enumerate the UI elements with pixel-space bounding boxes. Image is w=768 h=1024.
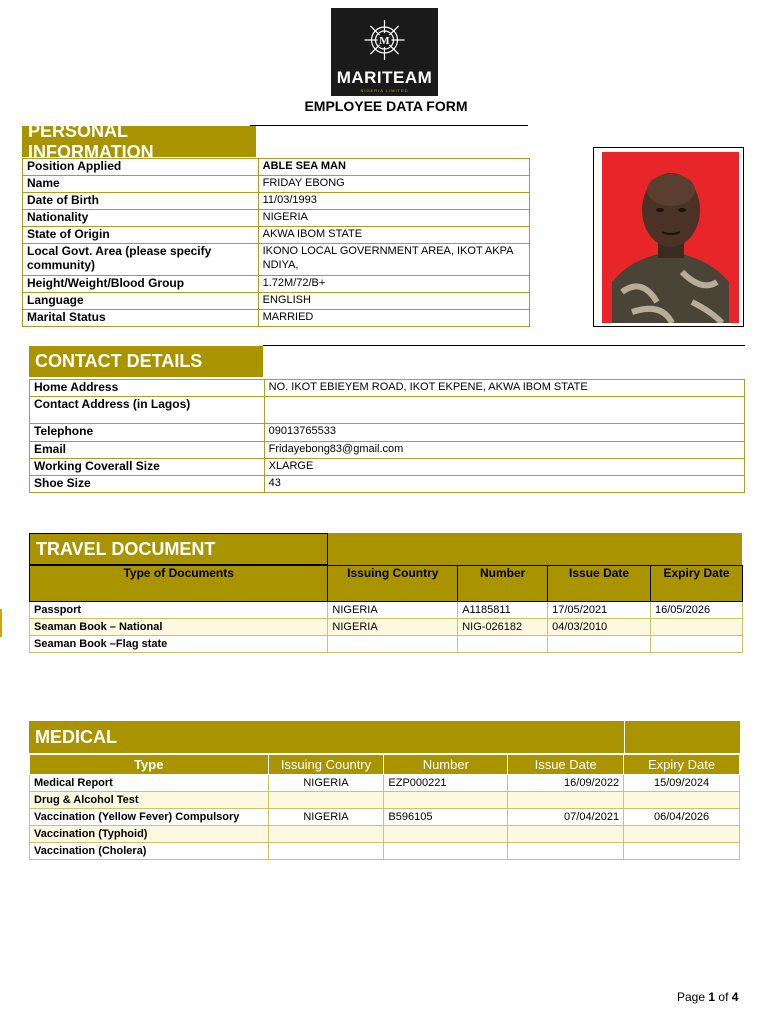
column-header: Number bbox=[458, 566, 548, 602]
table-cell bbox=[384, 792, 508, 809]
field-value: MARRIED bbox=[258, 310, 529, 327]
table-cell: EZP000221 bbox=[384, 775, 508, 792]
field-value: 1.72M/72/B+ bbox=[258, 276, 529, 293]
svg-text:M: M bbox=[379, 35, 390, 47]
table-cell bbox=[384, 826, 508, 843]
table-cell bbox=[651, 619, 743, 636]
table-cell: NIG-026182 bbox=[458, 619, 548, 636]
employee-photo bbox=[602, 152, 739, 323]
logo-brand-text: MARITEAM bbox=[336, 68, 433, 87]
field-label: Local Govt. Area (please specify community) bbox=[23, 244, 259, 276]
table-cell: 07/04/2021 bbox=[508, 809, 624, 826]
table-cell: Drug & Alcohol Test bbox=[30, 792, 269, 809]
table-row bbox=[30, 775, 740, 792]
table-row bbox=[30, 792, 740, 809]
table-cell: Vaccination (Cholera) bbox=[30, 843, 269, 860]
margin-marker bbox=[0, 609, 2, 637]
field-value: IKONO LOCAL GOVERNMENT AREA, IKOT AKPA NDIYA, bbox=[258, 244, 529, 276]
table-row bbox=[30, 459, 745, 476]
of-word: of bbox=[718, 990, 729, 1004]
table-cell bbox=[624, 843, 740, 860]
field-label: Position Applied bbox=[23, 159, 259, 176]
table-row bbox=[30, 602, 743, 619]
table-cell bbox=[624, 826, 740, 843]
medical-table bbox=[29, 754, 740, 860]
page-current: 1 bbox=[708, 990, 716, 1004]
table-row bbox=[23, 244, 530, 276]
table-cell bbox=[508, 792, 624, 809]
table-row bbox=[23, 227, 530, 244]
field-label: Name bbox=[23, 176, 259, 193]
field-value: 43 bbox=[264, 476, 744, 493]
field-value: NIGERIA bbox=[258, 210, 529, 227]
table-row bbox=[30, 476, 745, 493]
table-cell: 16/09/2022 bbox=[508, 775, 624, 792]
column-header: Issue Date bbox=[548, 566, 651, 602]
table-header-row bbox=[30, 566, 743, 602]
table-cell bbox=[508, 843, 624, 860]
table-cell: NIGERIA bbox=[328, 619, 458, 636]
column-header: Type of Documents bbox=[30, 566, 328, 602]
column-header: Expiry Date bbox=[624, 755, 740, 775]
page-word: Page bbox=[677, 990, 706, 1004]
field-label: Home Address bbox=[30, 380, 265, 397]
table-row bbox=[23, 310, 530, 327]
table-cell: Vaccination (Yellow Fever) Compulsory bbox=[30, 809, 269, 826]
medical-section-title: MEDICAL bbox=[29, 721, 624, 753]
medical-header-fill bbox=[625, 721, 740, 753]
table-row bbox=[30, 442, 745, 459]
field-label: Marital Status bbox=[23, 310, 259, 327]
table-cell: Seaman Book – National bbox=[30, 619, 328, 636]
logo-sub-text: NIGERIA LIMITED bbox=[360, 88, 409, 93]
ship-wheel-anchor-icon bbox=[331, 8, 438, 68]
field-value: FRIDAY EBONG bbox=[258, 176, 529, 193]
form-title: EMPLOYEE DATA FORM bbox=[304, 98, 468, 114]
field-label: Email bbox=[30, 442, 265, 459]
column-header: Issuing Country bbox=[268, 755, 384, 775]
field-value: 09013765533 bbox=[264, 424, 744, 442]
column-header: Issue Date bbox=[508, 755, 624, 775]
table-row bbox=[30, 809, 740, 826]
table-cell: B596105 bbox=[384, 809, 508, 826]
table-row bbox=[23, 159, 530, 176]
table-cell bbox=[508, 826, 624, 843]
table-cell: A1185811 bbox=[458, 602, 548, 619]
field-label: Date of Birth bbox=[23, 193, 259, 210]
table-row bbox=[30, 424, 745, 442]
table-cell: Seaman Book –Flag state bbox=[30, 636, 328, 653]
table-cell bbox=[458, 636, 548, 653]
field-label: Language bbox=[23, 293, 259, 310]
table-row bbox=[30, 380, 745, 397]
field-label: State of Origin bbox=[23, 227, 259, 244]
table-row bbox=[23, 293, 530, 310]
table-cell: 17/05/2021 bbox=[548, 602, 651, 619]
table-row bbox=[30, 636, 743, 653]
table-cell bbox=[624, 792, 740, 809]
table-cell: 16/05/2026 bbox=[651, 602, 743, 619]
divider bbox=[250, 125, 528, 126]
table-cell: 15/09/2024 bbox=[624, 775, 740, 792]
table-cell: Vaccination (Typhoid) bbox=[30, 826, 269, 843]
contact-section-title: CONTACT DETAILS bbox=[29, 346, 263, 377]
field-label: Height/Weight/Blood Group bbox=[23, 276, 259, 293]
field-value bbox=[264, 397, 744, 424]
column-header: Number bbox=[384, 755, 508, 775]
table-cell: 04/03/2010 bbox=[548, 619, 651, 636]
contact-details-table bbox=[29, 379, 745, 493]
field-label: Nationality bbox=[23, 210, 259, 227]
table-cell bbox=[651, 636, 743, 653]
table-cell: NIGERIA bbox=[268, 775, 384, 792]
page-number bbox=[677, 990, 738, 1004]
column-header: Issuing Country bbox=[328, 566, 458, 602]
column-header: Expiry Date bbox=[651, 566, 743, 602]
field-value: 11/03/1993 bbox=[258, 193, 529, 210]
field-value: Fridayebong83@gmail.com bbox=[264, 442, 744, 459]
field-value: NO. IKOT EBIEYEM ROAD, IKOT EKPENE, AKWA IBOM STATE bbox=[264, 380, 744, 397]
field-label: Shoe Size bbox=[30, 476, 265, 493]
table-cell: Passport bbox=[30, 602, 328, 619]
field-value: AKWA IBOM STATE bbox=[258, 227, 529, 244]
travel-section-title: TRAVEL DOCUMENT bbox=[29, 533, 328, 565]
table-row bbox=[23, 193, 530, 210]
table-row bbox=[30, 397, 745, 424]
table-row bbox=[30, 843, 740, 860]
table-row bbox=[23, 210, 530, 227]
table-row bbox=[30, 826, 740, 843]
table-cell bbox=[384, 843, 508, 860]
field-label: Contact Address (in Lagos) bbox=[30, 397, 265, 424]
table-cell: 06/04/2026 bbox=[624, 809, 740, 826]
table-cell: Medical Report bbox=[30, 775, 269, 792]
travel-document-table bbox=[29, 565, 743, 653]
table-cell bbox=[268, 826, 384, 843]
table-cell: NIGERIA bbox=[268, 809, 384, 826]
table-cell bbox=[548, 636, 651, 653]
table-row bbox=[23, 176, 530, 193]
divider bbox=[263, 345, 745, 346]
field-value: ENGLISH bbox=[258, 293, 529, 310]
column-header: Type bbox=[30, 755, 269, 775]
field-value: ABLE SEA MAN bbox=[258, 159, 529, 176]
table-row bbox=[23, 276, 530, 293]
table-row bbox=[30, 619, 743, 636]
field-label: Telephone bbox=[30, 424, 265, 442]
travel-header-fill bbox=[328, 533, 742, 565]
personal-section-title: PERSONAL INFORMATION bbox=[22, 126, 256, 157]
personal-info-table bbox=[22, 158, 530, 327]
table-cell bbox=[268, 843, 384, 860]
field-label: Working Coverall Size bbox=[30, 459, 265, 476]
field-value: XLARGE bbox=[264, 459, 744, 476]
table-cell bbox=[328, 636, 458, 653]
table-header-row bbox=[30, 755, 740, 775]
table-cell bbox=[268, 792, 384, 809]
company-logo bbox=[331, 8, 438, 96]
page-total: 4 bbox=[731, 990, 739, 1004]
table-cell: NIGERIA bbox=[328, 602, 458, 619]
